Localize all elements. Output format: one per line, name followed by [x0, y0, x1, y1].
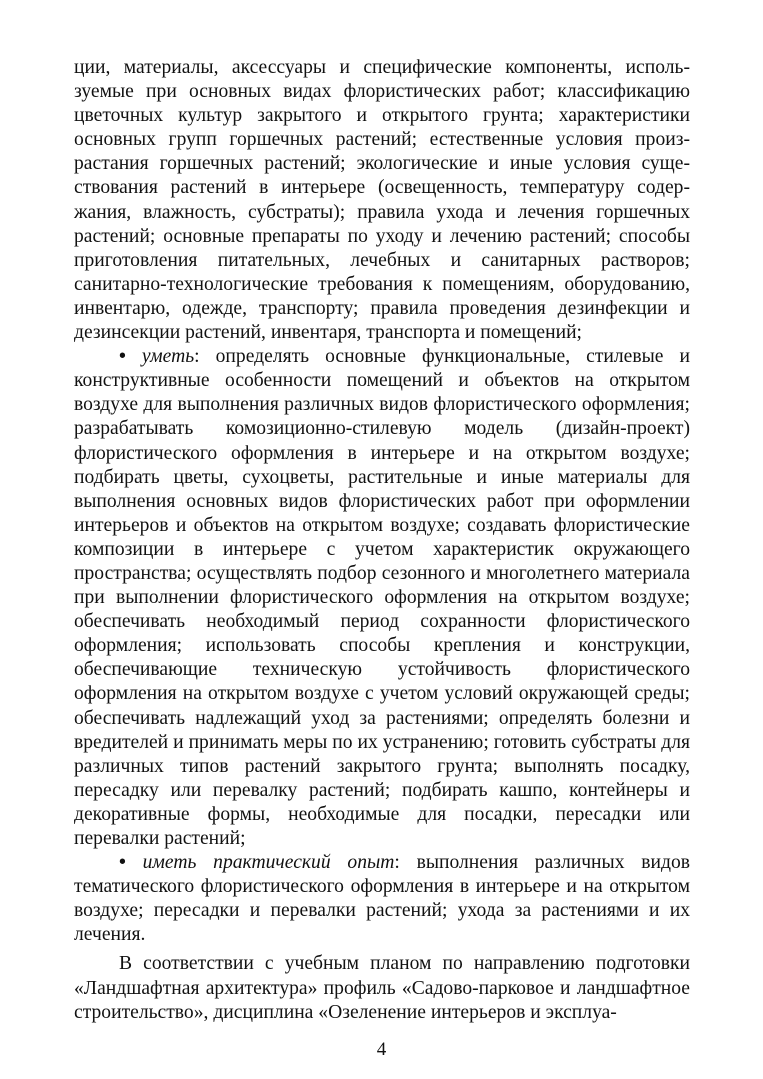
bullet-icon: • [119, 852, 126, 874]
page-number: 4 [376, 1039, 387, 1060]
bullet-icon: • [119, 346, 126, 368]
bullet-item-skills [74, 345, 690, 851]
continuation-paragraph: ции, материалы, аксессуары и специфические компоненты, используемые при основных видах флористических работ; классификацию цветочных культур закрытого и открытого грунта; характеристики основных групп горшечных растений; естественные условия произрастания горшечных растений; экологические и иные условия существования растений в интерьере (освещенность, температуру содержания, влажность, субстраты); правила ухода и лечения горшечных растений; основные препараты по уходу и лечению растений; способы приготовления питательных, лечебных и санитарных растворов; санитарно-технологические требования к помещениям, оборудованию, инвентарю, одежде, транспорту; правила проведения дезинфекции и дезинсекции растений, инвентаря, транспорта и помещений; [74, 57, 690, 344]
closing-paragraph: В соответствии с учебным планом по направлению подготовки «Ландшафтная архитектура» профиль «Садово-парковое и ландшафтное строительство», дисциплина «Озеленение интерьеров и эксплуа- [74, 953, 690, 1023]
bullet-term: уметь [141, 346, 195, 368]
bullet-text: : выполнения различных видов тематического флористического оформления в интерьере и на открытом воздухе; пересадки и перевалки растений; ухода за растениями и их лечения. [74, 852, 690, 946]
bullet-item-experience [74, 851, 690, 947]
document-page [74, 56, 690, 1025]
bullet-term: иметь практический опыт [142, 852, 395, 874]
bullet-text: : определять основные функциональные, стилевые и конструктивные особенности помещений и объектов на открытом воздухе для выполнения различных видов флористического оформления; разрабатывать комозиционно-стилевую модель (дизайн-проект) флористического оформления в интерьере и на открытом воздухе; подбирать цветы, сухоцветы, растительные и иные материалы для выполнения основных видов флористических работ при оформлении интерьеров и объектов на открытом воздухе; создавать флористические композиции в интерьере с учетом характеристик окружающего пространства; осуществлять подбор сезонного и многолетнего материала при выполнении флористического оформления на открытом воздухе; обеспечивать необходимый период сохранности флористического оформления; использовать способы крепления и конструкции, обеспечивающие техническую устойчивость флористического оформления на открытом воздухе с учетом условий окружающей среды; обеспечивать надлежащий уход за растениями; определять болезни и вредителей и принимать меры по их устранению; готовить субстраты для различных типов растений закрытого грунта; выполнять посадку, пересадку или перевалку растений; подбирать кашпо, контейнеры и декоративные формы, необходимые для посадки, пересадки или перевалки растений; [74, 346, 690, 849]
